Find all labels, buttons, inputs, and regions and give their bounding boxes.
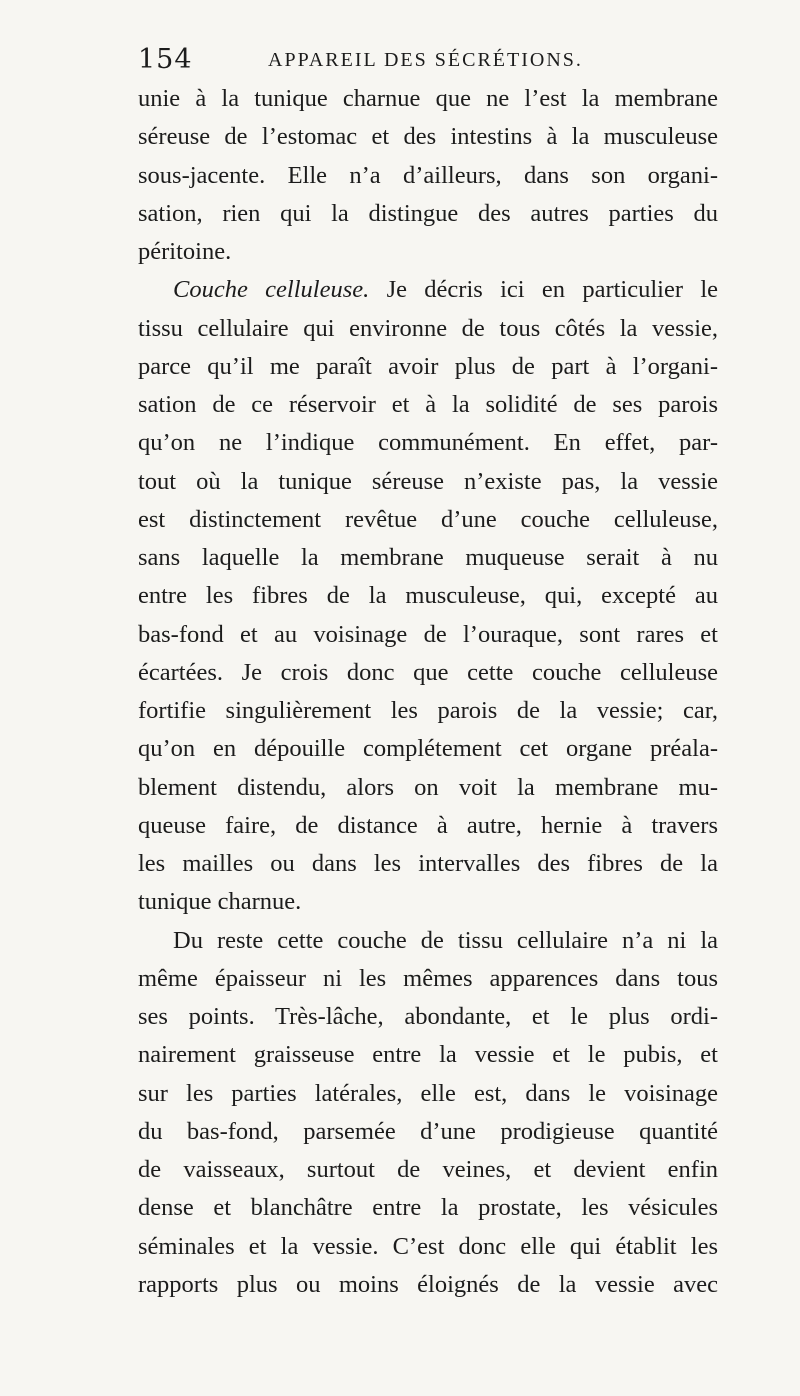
text-line: sation de ce réservoir et à la solidité de ses parois	[138, 391, 718, 418]
text-line: parce qu’il me paraît avoir plus de part à l’organi-	[138, 352, 718, 380]
page-header	[138, 44, 718, 84]
text-line: péritoine.	[138, 238, 232, 265]
text-line: du bas-fond, parsemée d’une prodigieuse quantité	[138, 1117, 718, 1145]
text-line: sous-jacente. Elle n’a d’ailleurs, dans son organi-	[138, 161, 718, 189]
text-line: ses points. Très-lâche, abondante, et le plus ordi-	[138, 1003, 718, 1030]
text-line: entre les fibres de la musculeuse, qui, excepté au	[138, 582, 718, 610]
text-line: qu’on ne l’indique communément. En effet, par-	[138, 429, 718, 457]
text-line-continuation: Je décris ici en particulier le	[386, 276, 718, 304]
text-line: rapports plus ou moins éloignés de la vessie avec	[138, 1270, 718, 1298]
text-line: queuse faire, de distance à autre, hernie à travers	[138, 811, 718, 839]
text-line: sation, rien qui la distingue des autres parties du	[138, 199, 718, 227]
text-line: séminales et la vessie. C’est donc elle qui établit les	[138, 1232, 718, 1260]
text-line: qu’on en dépouille complétement cet organe préala-	[138, 735, 718, 763]
text-line: sans laquelle la membrane muqueuse serait à nu	[138, 544, 718, 571]
text-line: tissu cellulaire qui environne de tous côtés la vessie,	[138, 314, 718, 342]
section-heading: Couche celluleuse.	[173, 276, 370, 304]
text-line: bas-fond et au voisinage de l’ouraque, sont rares et	[138, 620, 718, 648]
running-title: APPAREIL DES SÉCRÉTIONS.	[268, 49, 583, 71]
text-line: les mailles ou dans les intervalles des fibres de la	[138, 850, 718, 877]
text-line: fortifie singulièrement les parois de la vessie; car,	[138, 697, 718, 724]
text-line: nairement graisseuse entre la vessie et le pubis, et	[138, 1041, 718, 1069]
body-text	[138, 80, 718, 1304]
text-line: dense et blanchâtre entre la prostate, les vésicules	[138, 1194, 718, 1222]
text-line	[138, 271, 718, 309]
text-line: est distinctement revêtue d’une couche celluleuse,	[138, 505, 718, 533]
page-number: 154	[138, 44, 193, 75]
text-line: Du reste cette couche de tissu cellulaire n’a ni la	[173, 926, 718, 954]
text-line: séreuse de l’estomac et des intestins à la musculeuse	[138, 123, 718, 151]
text-line: même épaisseur ni les mêmes apparences dans tous	[138, 964, 718, 992]
text-line: sur les parties latérales, elle est, dans le voisinage	[138, 1079, 718, 1107]
text-line: de vaisseaux, surtout de veines, et devient enfin	[138, 1156, 718, 1183]
text-line: unie à la tunique charnue que ne l’est la membrane	[138, 85, 718, 112]
text-line: tout où la tunique séreuse n’existe pas, la vessie	[138, 467, 718, 495]
text-line: écartées. Je crois donc que cette couche celluleuse	[138, 658, 718, 686]
text-line: blement distendu, alors on voit la membrane mu-	[138, 773, 718, 801]
text-line: tunique charnue.	[138, 888, 302, 916]
